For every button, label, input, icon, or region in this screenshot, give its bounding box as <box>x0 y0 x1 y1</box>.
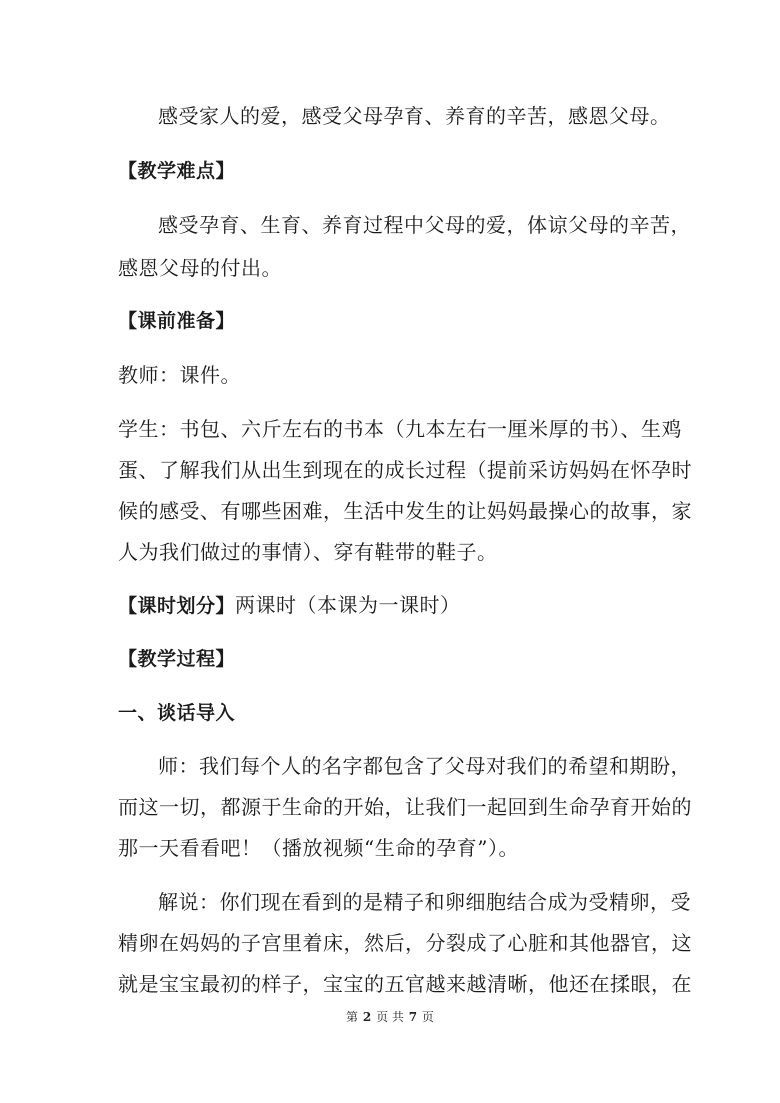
footer-prefix: 第 <box>346 1010 359 1024</box>
footer-mid: 页 共 <box>376 1010 404 1024</box>
paragraph-teacher-talk-line3: 那一天看看吧！（播放视频“生命的孕育”）。 <box>118 836 519 860</box>
heading-teaching-difficulty: 【教学难点】 <box>118 160 236 182</box>
paragraph-student-prep-line4: 人为我们做过的事情）、穿有鞋带的鞋子。 <box>118 540 498 564</box>
paragraph-student-prep-line1: 学生：书包、六斤左右的书本（九本左右一厘米厚的书）、生鸡 <box>118 417 682 441</box>
footer-total-pages: 7 <box>408 1010 418 1024</box>
paragraph-student-prep-line3: 候的感受、有哪些困难，生活中发生的让妈妈最操心的故事，家 <box>118 499 692 523</box>
heading-teaching-process: 【教学过程】 <box>118 648 236 670</box>
lesson-division-text: 两课时（本课为一课时） <box>235 593 461 617</box>
paragraph-teacher-prep: 教师：课件。 <box>118 363 241 387</box>
paragraph-explain-line2: 精卵在妈妈的子宫里着床，然后，分裂成了心脏和其他器官，这 <box>118 931 692 955</box>
footer-suffix: 页 <box>421 1010 434 1024</box>
paragraph-student-prep-line2: 蛋、了解我们从出生到现在的成长过程（提前采访妈妈在怀孕时 <box>118 458 692 482</box>
heading-section-1: 一、谈话导入 <box>118 702 236 724</box>
paragraph-lesson-division <box>118 591 461 620</box>
footer-page-number: 2 <box>362 1010 372 1024</box>
paragraph-goal: 感受家人的爱，感受父母孕育、养育的辛苦，感恩父母。 <box>158 104 671 128</box>
paragraph-explain-line3: 就是宝宝最初的样子，宝宝的五官越来越清晰，他还在揉眼，在 <box>118 972 692 996</box>
paragraph-teacher-talk-line1: 师：我们每个人的名字都包含了父母对我们的希望和期盼， <box>158 754 691 778</box>
paragraph-explain-line1: 解说：你们现在看到的是精子和卵细胞结合成为受精卵，受 <box>158 890 691 914</box>
paragraph-difficulty-line1: 感受孕育、生育、养育过程中父母的爱，体谅父母的辛苦， <box>158 213 691 237</box>
paragraph-teacher-talk-line2: 而这一切，都源于生命的开始，让我们一起回到生命孕育开始的 <box>118 795 692 819</box>
paragraph-difficulty-line2: 感恩父母的付出。 <box>118 256 282 280</box>
heading-preparation: 【课前准备】 <box>118 310 236 332</box>
page-footer <box>0 1009 780 1025</box>
heading-lesson-division: 【课时划分】 <box>118 595 236 617</box>
